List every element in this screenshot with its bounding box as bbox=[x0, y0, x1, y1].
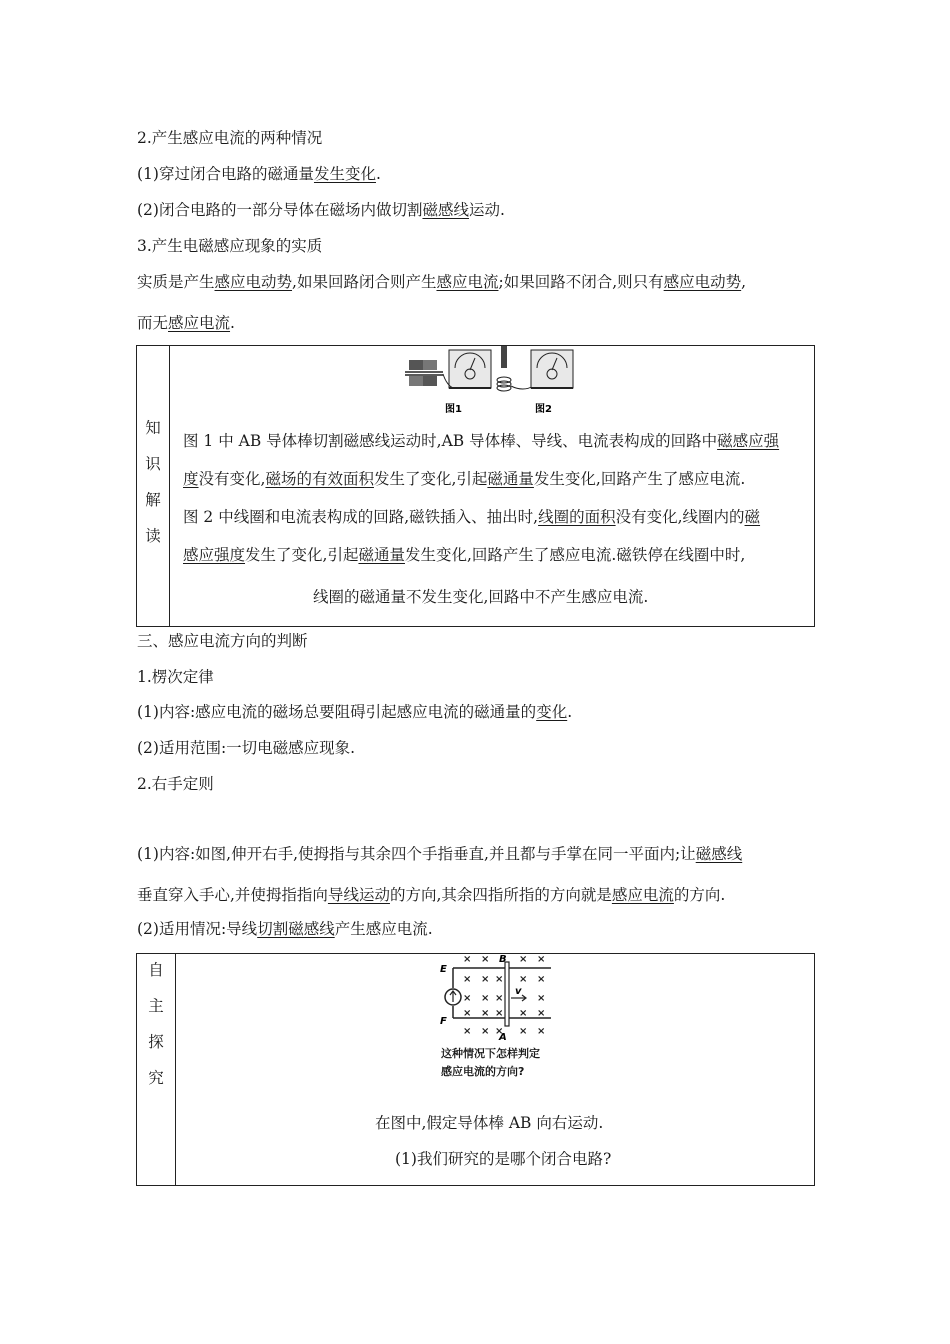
svg-text:×: × bbox=[519, 954, 528, 965]
svg-text:×: × bbox=[481, 954, 490, 965]
svg-text:×: × bbox=[463, 974, 472, 985]
case-1: (1)穿过闭合电路的磁通量发生变化. bbox=[137, 165, 381, 183]
label-E: E bbox=[440, 964, 447, 975]
right-hand-heading: 2.右手定则 bbox=[137, 775, 214, 793]
svg-text:×: × bbox=[537, 974, 546, 985]
fig2-label: 图2 bbox=[535, 404, 552, 415]
svg-text:×: × bbox=[481, 974, 490, 985]
label-A: A bbox=[499, 1032, 507, 1043]
lenz-content: (1)内容:感应电流的磁场总要阻碍引起感应电流的磁通量的变化. bbox=[137, 703, 573, 721]
right-hand-content-1: (1)内容:如图,伸开右手,使拇指与其余四个手指垂直,并且都与手掌在同一平面内;让磁感线 bbox=[137, 845, 743, 863]
right-hand-content-2: 垂直穿入手心,并使拇指指向导线运动的方向,其余四指所指的方向就是感应电流的方向. bbox=[137, 886, 726, 904]
section-heading-2: 2.产生感应电流的两种情况 bbox=[137, 129, 323, 147]
figure-caption-2: 感应电流的方向? bbox=[441, 1065, 525, 1078]
essence-line-1: 实质是产生感应电动势,如果回路闭合则产生感应电流;如果回路不闭合,则只有感应电动势, bbox=[137, 273, 747, 291]
svg-text:×: × bbox=[537, 1026, 546, 1037]
fig1-label: 图1 bbox=[445, 404, 462, 415]
knowledge-line-2: 度没有变化,磁场的有效面积发生了变化,引起磁通量发生变化,回路产生了感应电流. bbox=[183, 470, 746, 488]
knowledge-box bbox=[136, 345, 815, 627]
svg-text:×: × bbox=[481, 1026, 490, 1037]
knowledge-line-1: 图 1 中 AB 导体棒切割磁感线运动时,AB 导体棒、导线、电流表构成的回路中磁感应强 bbox=[183, 432, 780, 450]
svg-text:×: × bbox=[495, 1008, 504, 1019]
knowledge-line-4: 感应强度发生了变化,引起磁通量发生变化,回路产生了感应电流.磁铁停在线圈中时, bbox=[183, 546, 746, 564]
svg-text:×: × bbox=[463, 1026, 472, 1037]
velocity-label: v bbox=[515, 986, 522, 997]
svg-text:×: × bbox=[537, 993, 546, 1004]
essence-line-2: 而无感应电流. bbox=[137, 314, 235, 332]
svg-text:×: × bbox=[519, 1008, 528, 1019]
exploration-box-label: 自 主 探 究 bbox=[137, 954, 176, 1185]
magnetic-field-marks bbox=[463, 954, 545, 1037]
conductor-rod bbox=[505, 962, 509, 1026]
svg-text:×: × bbox=[495, 974, 504, 985]
knowledge-box-label: 知 识 解 读 bbox=[137, 346, 170, 626]
svg-text:×: × bbox=[519, 1026, 528, 1037]
label-F: F bbox=[440, 1016, 447, 1027]
part-iii-heading: 三、感应电流方向的判断 bbox=[137, 632, 308, 650]
rail-circuit-figure bbox=[437, 954, 557, 1046]
svg-text:×: × bbox=[537, 1008, 546, 1019]
induction-experiment-figure bbox=[403, 346, 593, 418]
svg-text:×: × bbox=[481, 993, 490, 1004]
exploration-box bbox=[136, 953, 815, 1186]
exploration-question-intro: 在图中,假定导体棒 AB 向右运动. bbox=[375, 1114, 604, 1132]
figure-caption-1: 这种情况下怎样判定 bbox=[441, 1047, 540, 1060]
svg-text:×: × bbox=[495, 1026, 504, 1037]
svg-text:×: × bbox=[481, 1008, 490, 1019]
svg-text:×: × bbox=[519, 974, 528, 985]
svg-text:×: × bbox=[495, 993, 504, 1004]
exploration-question-1: (1)我们研究的是哪个闭合电路? bbox=[395, 1150, 612, 1168]
fig2-meter bbox=[531, 350, 573, 388]
svg-text:×: × bbox=[463, 1008, 472, 1019]
section-heading-3: 3.产生电磁感应现象的实质 bbox=[137, 237, 323, 255]
case-2: (2)闭合电路的一部分导体在磁场内做切割磁感线运动. bbox=[137, 201, 505, 219]
lenz-heading: 1.楞次定律 bbox=[137, 668, 214, 686]
svg-text:×: × bbox=[463, 954, 472, 965]
lenz-scope: (2)适用范围:一切电磁感应现象. bbox=[137, 739, 356, 757]
knowledge-line-5: 线圈的磁通量不发生变化,回路中不产生感应电流. bbox=[313, 588, 649, 606]
fig1-meter bbox=[443, 350, 491, 388]
knowledge-line-3: 图 2 中线圈和电流表构成的回路,磁铁插入、抽出时,线圈的面积没有变化,线圈内的磁 bbox=[183, 508, 761, 526]
label-B: B bbox=[499, 954, 507, 965]
right-hand-scope: (2)适用情况:导线切割磁感线产生感应电流. bbox=[137, 920, 433, 938]
svg-text:×: × bbox=[463, 993, 472, 1004]
svg-text:×: × bbox=[537, 954, 546, 965]
